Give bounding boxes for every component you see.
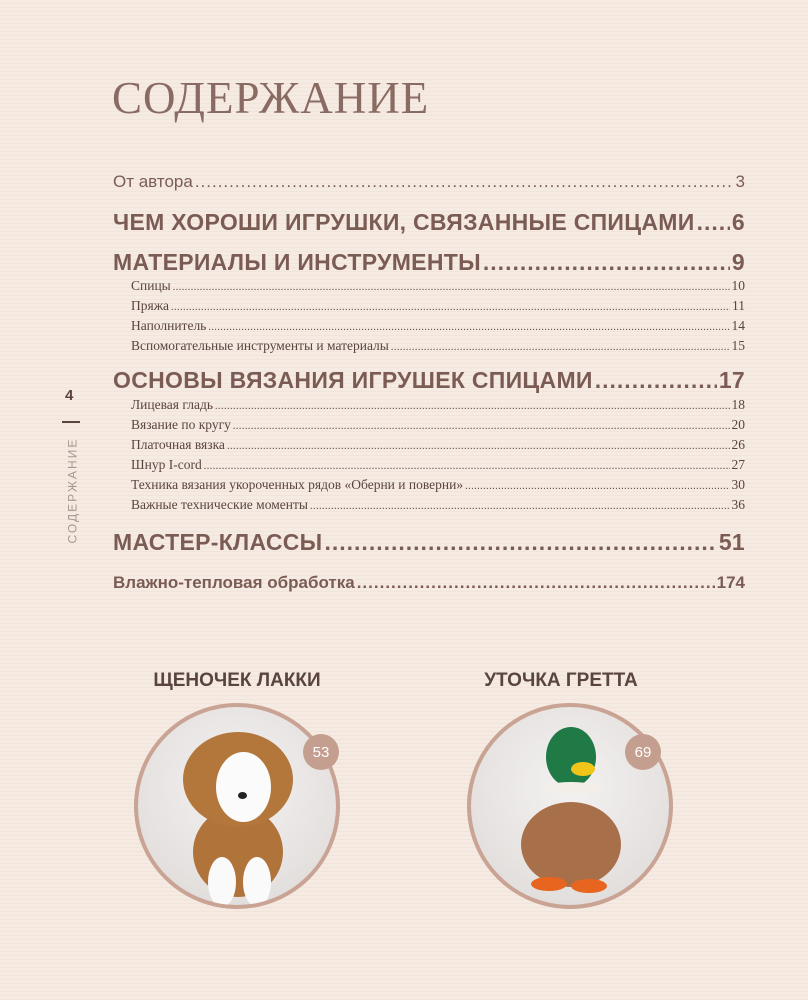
toc-subentry[interactable]: Пряжа ..... 11 <box>131 298 745 314</box>
page-badge: 69 <box>625 734 661 770</box>
toc-entry[interactable]: Влажно-тепловая обработка ..... 174 <box>113 573 745 593</box>
toc-subentry[interactable]: Шнур I-cord ..... 27 <box>131 457 745 473</box>
divider <box>62 421 80 423</box>
toc-subentry[interactable]: Лицевая гладь ..... 18 <box>131 397 745 413</box>
toc-entry[interactable]: ЧЕМ ХОРОШИ ИГРУШКИ, СВЯЗАННЫЕ СПИЦАМИ ..... 6 <box>113 209 745 236</box>
toc-subentry[interactable]: Спицы ..... 10 <box>131 278 745 294</box>
toc-entry[interactable]: ОСНОВЫ ВЯЗАНИЯ ИГРУШЕК СПИЦАМИ ..... 17 <box>113 367 745 394</box>
toc-subentry[interactable]: Техника вязания укороченных рядов «Оберни и поверни» ..... 30 <box>131 477 745 493</box>
toc-subentry[interactable]: Наполнитель ..... 14 <box>131 318 745 334</box>
toc-subentry[interactable]: Вспомогательные инструменты и материалы ..... 15 <box>131 338 745 354</box>
toc-entry[interactable]: МАТЕРИАЛЫ И ИНСТРУМЕНТЫ ..... 9 <box>113 249 745 276</box>
toc-subentry[interactable]: Важные технические моменты ..... 36 <box>131 497 745 513</box>
section-label: СОДЕРЖАНИЕ <box>65 437 80 544</box>
toc-entry[interactable]: От автора ..... 3 <box>113 172 745 192</box>
toc-entry[interactable]: МАСТЕР-КЛАССЫ ..... 51 <box>113 529 745 556</box>
toc-subentry[interactable]: Вязание по кругу ..... 20 <box>131 417 745 433</box>
page-title: СОДЕРЖАНИЕ <box>112 73 430 123</box>
puppy-photo <box>134 703 340 909</box>
page-badge: 53 <box>303 734 339 770</box>
toc-subentry[interactable]: Платочная вязка ..... 26 <box>131 437 745 453</box>
page-number: 4 <box>65 387 74 404</box>
project-title: ЩЕНОЧЕК ЛАККИ <box>153 670 321 691</box>
project-title: УТОЧКА ГРЕТТА <box>484 670 638 691</box>
